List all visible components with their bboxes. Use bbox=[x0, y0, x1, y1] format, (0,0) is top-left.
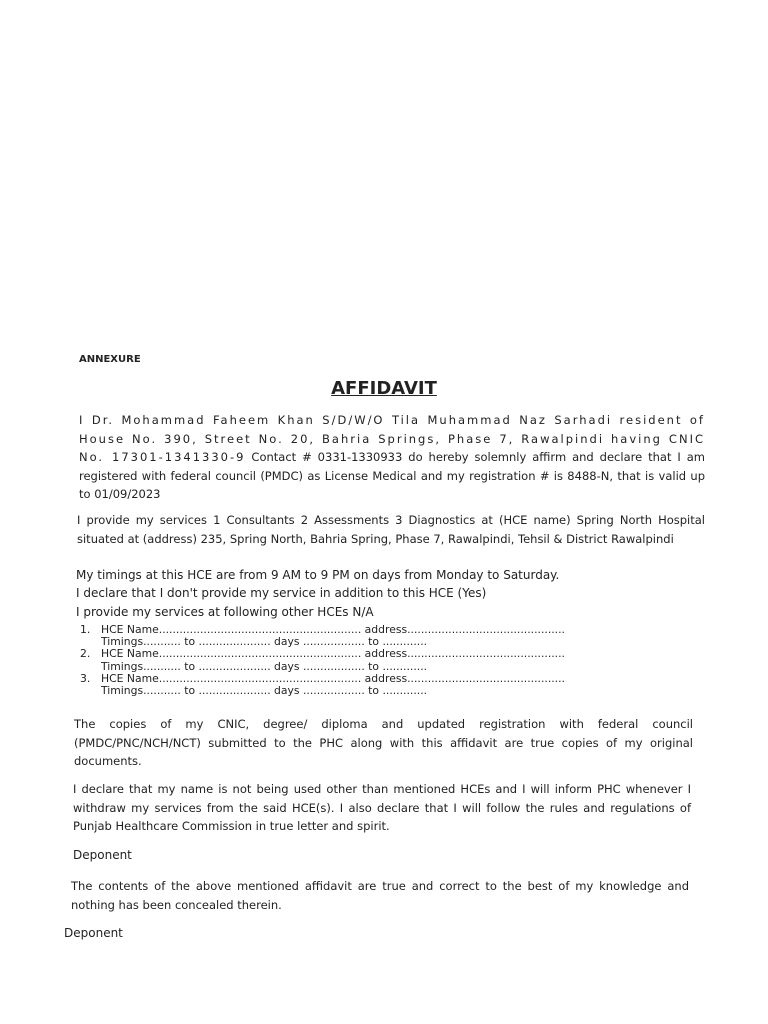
timings-line: My timings at this HCE are from 9 AM to 9 PM on days from Monday to Saturday. bbox=[76, 568, 560, 582]
document-title: AFFIDAVIT bbox=[331, 378, 437, 399]
deponent-label: Deponent bbox=[64, 926, 123, 940]
hce-item-name bbox=[80, 648, 565, 660]
declaration-paragraph bbox=[79, 411, 705, 504]
annexure-label: ANNEXURE bbox=[79, 354, 141, 365]
declaration-spaced-text: I Dr. Mohammad Faheem Khan S/D/W/O Tila Muhammad Naz Sarhadi resident of House No. 390, Street No. 20, Bahria Springs, Phase 7, Rawalpindi having CNIC No. 17301-1341330-9 bbox=[79, 413, 705, 464]
hce-list bbox=[80, 624, 565, 697]
copies-paragraph: The copies of my CNIC, degree/ diploma and updated registration with federal council (PMDC/PNC/NCH/NCT) submitted to the PHC along with this affidavit are true copies of my original documents. bbox=[74, 717, 693, 768]
hce-item-timing: Timings........... to ..................... days .................. to ............. bbox=[101, 635, 428, 649]
hce-item-name-text: HCE Name........................................................... address.............................................. bbox=[101, 647, 565, 661]
hce-item-number: 2. bbox=[80, 647, 91, 661]
hce-item-timing: Timings........... to ..................... days .................. to ............. bbox=[101, 684, 428, 698]
hce-item-name-text: HCE Name........................................................... address.............................................. bbox=[101, 623, 565, 636]
deponent-label: Deponent bbox=[73, 848, 132, 862]
name-declaration-paragraph: I declare that my name is not being used other than mentioned HCEs and I will inform PHC whenever I withdraw my services from the said HCE(s). I also declare that I will follow the rules and regulations of Punjab Healthcare Commission in true letter and spirit. bbox=[73, 782, 691, 833]
no-addition-line: I declare that I don't provide my service in addition to this HCE (Yes) bbox=[76, 586, 487, 600]
declaration-text: Contact # 0331-1330933 do hereby solemnly affirm and declare that I am registered with federal council (PMDC) as License Medical and my registration # is 8488-N, that is valid up to 01/09/2023 bbox=[79, 450, 705, 501]
hce-item-name-text: HCE Name........................................................... address.............................................. bbox=[101, 671, 565, 685]
services-paragraph: I provide my services 1 Consultants 2 Assessments 3 Diagnostics at (HCE name) Spring North Hospital situated at (address) 235, Spring North, Bahria Spring, Phase 7, Rawalpindi, Tehsil & District Rawalpindi bbox=[77, 513, 705, 546]
hce-item-timing: Timings........... to ..................... days .................. to ............. bbox=[101, 659, 428, 673]
other-hces-line: I provide my services at following other HCEs N/A bbox=[76, 605, 374, 619]
contents-paragraph: The contents of the above mentioned affidavit are true and correct to the best of my knowledge and nothing has been concealed therein. bbox=[71, 879, 689, 912]
hce-item-number: 1. bbox=[80, 623, 91, 636]
hce-item-number: 3. bbox=[80, 671, 91, 685]
